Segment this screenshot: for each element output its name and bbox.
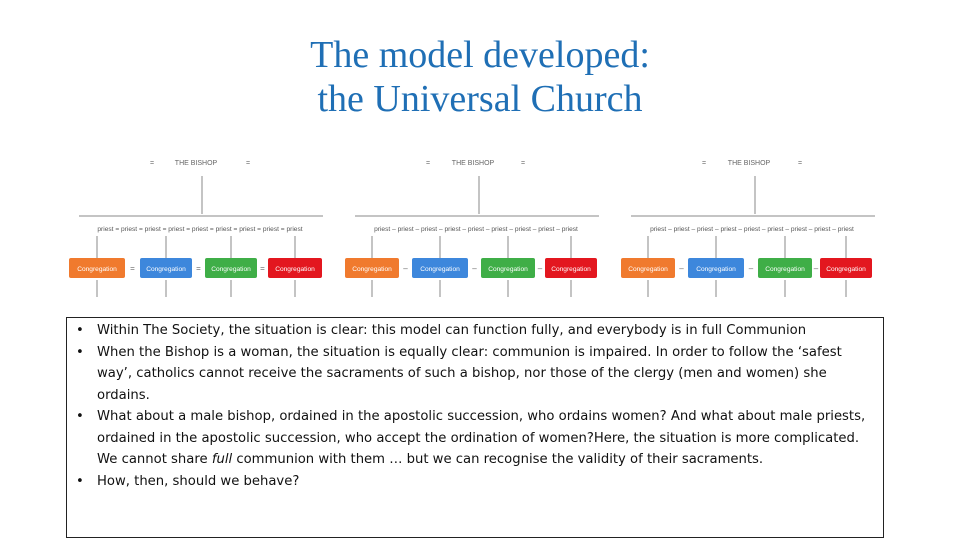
church-structure-diagram: [0, 150, 960, 310]
congregation-label: Congregation: [765, 266, 805, 273]
equals-sign: =: [425, 160, 431, 167]
bullet-text-box: [66, 317, 884, 538]
bishop-label: THE BISHOP: [727, 160, 771, 167]
bullet-emphasis: full: [211, 452, 233, 467]
congregation-label: Congregation: [696, 266, 736, 273]
bullet-text: Within The Society, the situation is clear: this model can function fully, and everybody is in full Communion: [97, 323, 807, 338]
congregation-separator: =: [130, 264, 135, 273]
congregation-label: Congregation: [275, 266, 315, 273]
congregation-label: Congregation: [77, 266, 117, 273]
congregation-label: Congregation: [488, 266, 528, 273]
congregation-separator: =: [196, 264, 201, 273]
bullet-text: communion with them … but we can recognise the validity of their sacraments.: [232, 452, 764, 467]
equals-sign: =: [245, 160, 251, 167]
bullet-item: [71, 342, 877, 407]
congregation-label: Congregation: [628, 266, 668, 273]
congregation-label: Congregation: [211, 266, 251, 273]
equals-sign: =: [797, 160, 803, 167]
congregation-separator: –: [472, 264, 477, 273]
title-line-1: The model developed:: [310, 34, 650, 76]
equals-sign: =: [520, 160, 526, 167]
congregation-label: Congregation: [420, 266, 460, 273]
bullet-item: [71, 320, 877, 342]
bullet-marker: •: [76, 344, 84, 360]
bullet-item: [71, 406, 877, 471]
congregation-separator: =: [260, 264, 265, 273]
bullet-marker: •: [76, 409, 84, 424]
bullet-marker: •: [76, 473, 84, 489]
congregation-label: Congregation: [146, 266, 186, 273]
bishop-label: THE BISHOP: [174, 160, 218, 167]
congregation-separator: –: [748, 264, 754, 273]
slide-title: [0, 33, 960, 121]
bullet-marker: •: [76, 323, 84, 338]
title-line-2: the Universal Church: [317, 78, 643, 120]
bullet-text: When the Bishop is a woman, the situation is equally clear: communion is impaired. In order to follow the ‘safest way’, catholics cannot receive the sacraments of such a bishop, nor those of the clergy (men and women) she ordains.: [97, 344, 842, 403]
congregation-separator: –: [537, 264, 543, 273]
congregation-label: Congregation: [826, 266, 866, 273]
priest-row-label: priest – priest – priest – priest – priest – priest – priest – priest – priest: [650, 226, 854, 233]
congregation-label: Congregation: [551, 266, 591, 273]
bishop-label: THE BISHOP: [451, 160, 495, 167]
congregation-label: Congregation: [352, 266, 392, 273]
bullet-text: What about a male bishop, ordained in the apostolic succession, who ordains women? And what about male priests, ordained in the apostolic succession, who accept the ordination of women?Here, the situation is more complicated. We cannot share: [97, 409, 866, 467]
bullet-text: How, then, should we behave?: [97, 473, 300, 489]
congregation-separator: –: [679, 264, 684, 273]
equals-sign: =: [701, 160, 707, 167]
congregation-separator: –: [403, 264, 408, 273]
bullet-item: [71, 471, 877, 493]
priest-row-label: priest = priest = priest = priest = priest = priest = priest = priest = priest: [97, 226, 303, 233]
priest-row-label: priest – priest – priest – priest – priest – priest – priest – priest – priest: [374, 226, 578, 233]
congregation-separator: –: [813, 264, 819, 273]
equals-sign: =: [149, 160, 155, 167]
